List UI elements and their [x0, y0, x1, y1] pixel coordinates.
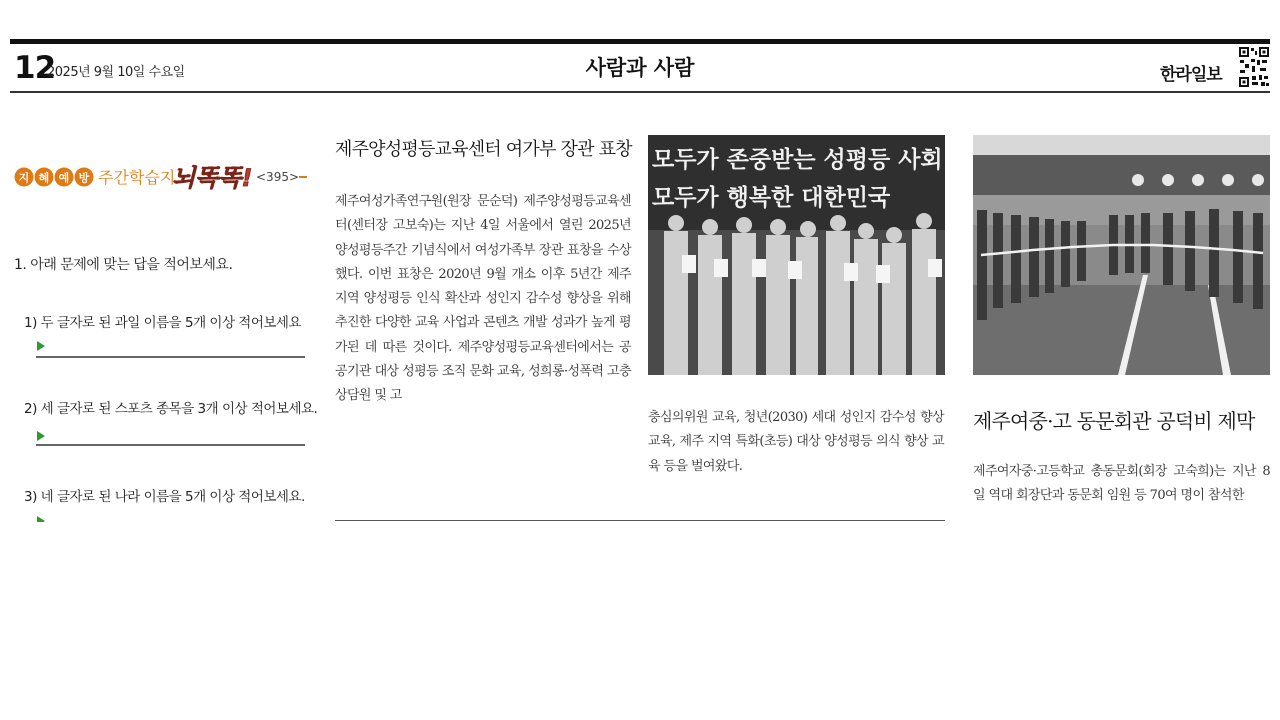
section-title: 사람과 사람 [585, 56, 695, 80]
article-body: 제주여자중·고등학교 총동문회(회장 고숙희)는 지난 8일 역대 회장단과 동문회 임원 등 70여 명이 참석한 [973, 464, 1270, 504]
arrow-icon-clipped [37, 516, 45, 522]
quiz-question-1: 1) 두 글자로 된 과일 이름을 5개 이상 적어보세요 [24, 315, 302, 331]
photo-banner-line-1: 모두가 존중받는 성평등 사회 [652, 147, 943, 173]
quiz-badge: 혜 [38, 171, 50, 185]
quiz-badge: 방 [78, 171, 90, 185]
qr-code-icon[interactable] [1238, 46, 1270, 88]
quiz-badges [15, 168, 94, 187]
answer-line[interactable] [36, 356, 305, 358]
article-body-column-2: 충심의위원 교육, 청년(2030) 세대 성인지 감수성 향상 교육, 제주 지역 특화(초등) 대상 양성평등 의식 향상 교육 등을 벌여왔다. [648, 410, 944, 474]
article-title: 제주여중·고 동문회관 공덕비 제막 [973, 409, 1255, 433]
article-body-column-1: 제주여성가족연구원(원장 문순덕) 제주양성평등교육센터(센터장 고보숙)는 지난 4일 서울에서 열린 2025년 양성평등주간 기념식에서 여성가족부 장관 표창을 수상했다. 이번 표창은 2020년 9월 개소 이후 5년간 제주 지역 양성평등 인식 확산과 성인지 감수성 향상을 위해 추진한 다양한 교육 사업과 콘텐츠 개발 성과가 높게 평가된 데 따른 것이다. 제주양성평등교육센터에서는 공공기관 대상 성평등 조직 문화 교육, 성희롱·성폭력 고충상담원 및 고 [335, 194, 631, 404]
quiz-badge: 지 [18, 171, 30, 185]
page-number: 12 [14, 50, 56, 86]
issue-date: 2025년 9월 10일 수요일 [47, 65, 185, 80]
quiz-issue-number: <395> [256, 170, 300, 184]
article-title: 제주양성평등교육센터 여가부 장관 표창 [335, 139, 632, 160]
quiz-badge: 예 [58, 171, 70, 185]
answer-line[interactable] [36, 444, 305, 446]
quiz-banner [10, 148, 310, 198]
photo-banner-line-2: 모두가 행복한 대한민국 [652, 185, 891, 211]
newspaper-brand: 한라일보 [1160, 65, 1222, 85]
quiz-question-2: 2) 세 글자로 된 스포츠 종목을 3개 이상 적어보세요. [24, 401, 318, 417]
unveiling-ceremony-photo [973, 135, 1270, 375]
quiz-logo: 뇌똑똑! [172, 164, 253, 192]
quiz-main-question: 1. 아래 문제에 맞는 답을 적어보세요. [14, 257, 233, 273]
top-rule [10, 39, 1270, 44]
quiz-question-3: 3) 네 글자로 된 나라 이름을 5개 이상 적어보세요. [24, 489, 305, 505]
article-divider [335, 520, 945, 521]
header-rule [10, 91, 1270, 93]
award-ceremony-photo [648, 135, 945, 375]
quiz-series-label: 주간학습지 [98, 168, 176, 187]
arrow-icon [37, 431, 45, 441]
arrow-icon [37, 341, 45, 351]
